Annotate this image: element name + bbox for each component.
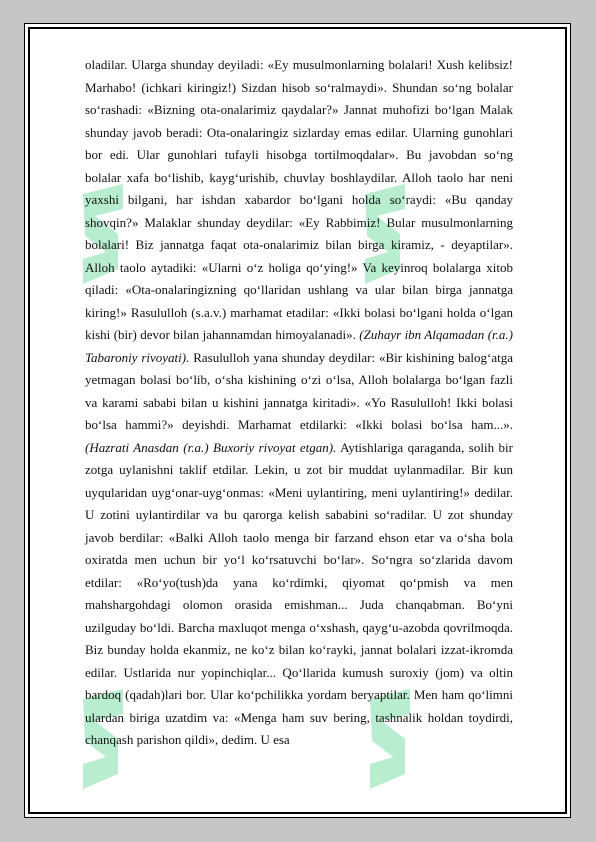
text-segment: oladilar. Ularga shunday deyiladi: «Ey musulmonlarning bolalari! Xush kelibsiz! Marhabo! (ichkari kiringiz!) Sizdan hisob so‘ralmaydi». Shundan so‘ng bolalar so‘rashadi: «Bizning ota-onalarimiz qaydalar?» Jannat muhofizi bo‘lgan Malak shunday javob beradi: Ota-onalaringiz sizlarday emas edilar. Ularning gunohlari bor edi. Ular gunohlari tufayli hisobga tortilmoqdalar». Bu javobdan so‘ng bolalar xafa bo‘lishib, kayg‘urishib, chuvlay boshlaydilar. Alloh taolo har neni yaxshi bilgani, har ishdan xabardor bo‘lgani holda so‘raydi: «Bu qanday shovqin?» Malaklar shunday deydilar: «Ey Rabbimiz! Bular musulmonlarning bolalari! Biz jannatga faqat ota-onalarimiz bilan birga kiramiz, - deyaptilar». Alloh taolo aytadiki: «Ularni o‘z holiga qo‘ying!» Va keyinroq bolalarga xitob qiladi: «Ota-onalaringizning qo‘llaridan ushlang va ular bilan birga jannatga kiring!» Rasululloh (s.a.v.) marhamat etadilar: «Ikki bolasi bo‘lgani holda o‘lgan kishi (bir) devor bilan jahannamdan himoyalanadi». [85,57,513,342]
paragraph [85,54,513,752]
document-page [24,23,571,818]
citation-italic: (Zuhayr ibn Alqamadan (r.a.) Tabaroniy rivoyati). [85,327,513,365]
text-segment: Aytishlariga qaraganda, solih bir zotga uylanishni taklif etdilar. Lekin, u zot bir muddat uylanmadilar. Bir kun uyqularidan uyg‘onar-uyg‘onmas: «Meni uylantiring, meni uylantiring!» dedilar. U zotini uylantirdilar va bu qarorga kelish sababini so‘radilar. U zot shunday javob berdilar: «Balki Alloh taolo menga bir farzand ehson etar va o‘sha bola oxiratda men uchun bir yo‘l ko‘rsatuvchi bo‘lar». So‘ngra so‘zlarida davom etdilar: «Ro‘yo(tush)da yana ko‘rdimki, qiyomat qo‘pmish va men mahshargohdagi olomon orasida emishman... Juda chanqabman. Bo‘yni uzilguday bo‘ldi. Barcha maxluqot menga o‘xshash, qayg‘u-azobda qovrilmoqda. Biz bunday holda ekanmiz, ne ko‘z bilan ko‘rayki, jannat bolalari izzat-ikromda edilar. Ustlarida nur yopinchiqlar... Qo‘llarida kumush suroxiy (jom) va oltin bardoq (qadah)lari bor. Ular ko‘pchilikka yordam beryaptilar. Men ham qo‘limni ulardan biriga uzatdim va: «Menga ham suv bering, tashnalik holdan toydirdi, chanqash parishon qildi», dedim. U esa [85,439,513,747]
text-segment: Rasululloh yana shunday deydilar: «Bir kishining balog‘atga yetmagan bolasi bo‘lib, o‘sha kishining o‘zi o‘lsa, Alloh bolalarga bo‘lgan fazli va karami sababi bilan u kishini jannatga kiritadi». «Yo Rasululloh! Ikki bolasi bo‘lsa hammi?» deyishdi. Marhamat etdilarki: «Ikki bolasi bo‘lsa ham...». [85,349,514,432]
citation-italic: (Hazrati Anasdan (r.a.) Buxoriy rivoyat etgan). [85,439,337,455]
body-text [85,54,513,752]
